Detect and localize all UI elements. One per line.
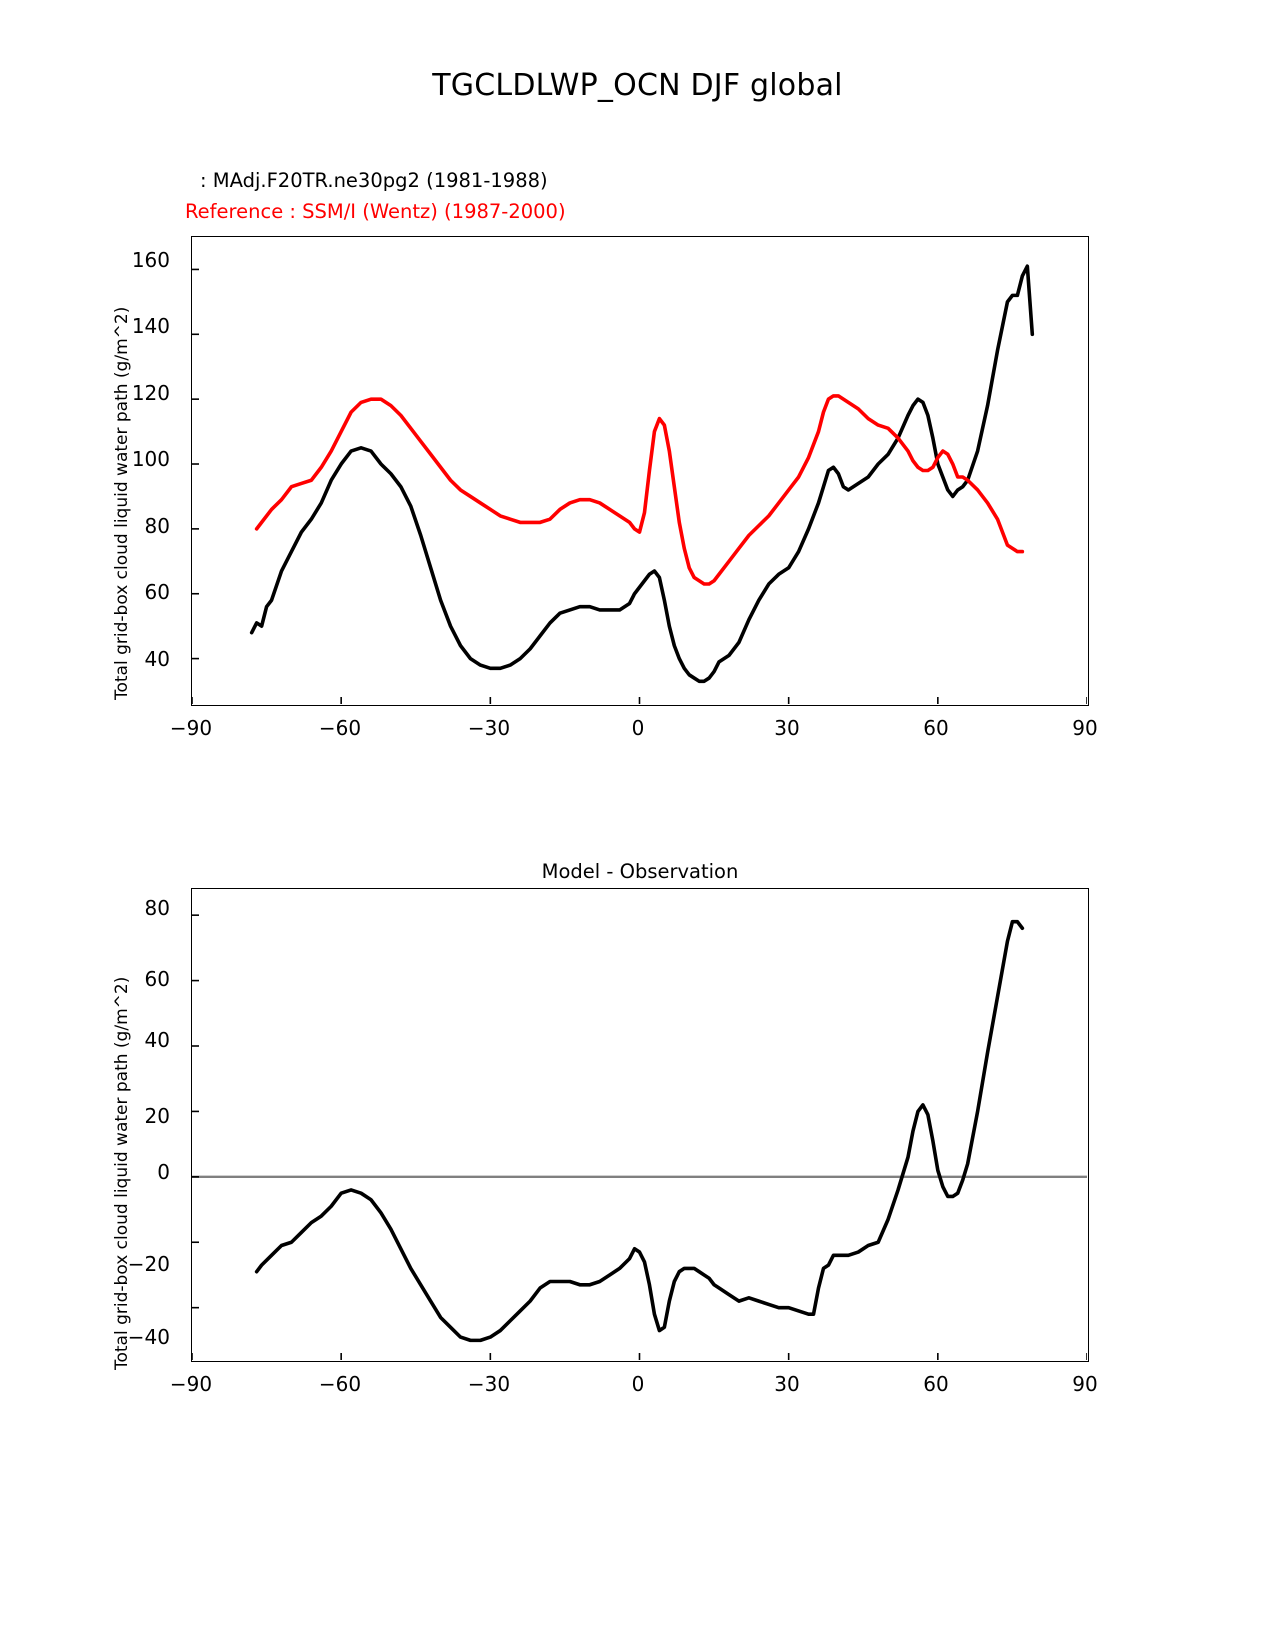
bottom-panel-ytick-label: −20 bbox=[127, 1252, 170, 1276]
top-panel-axes bbox=[191, 236, 1089, 706]
top-panel-ytick-label: 160 bbox=[131, 248, 170, 272]
bottom-panel-ytick-label: −40 bbox=[127, 1325, 170, 1349]
legend bbox=[185, 165, 566, 227]
top-panel-ylabel: Total grid-box cloud liquid water path (g/m^2) bbox=[112, 306, 132, 700]
top-panel-ytick-label: 40 bbox=[144, 647, 170, 671]
top-panel-plot bbox=[192, 237, 1087, 704]
bottom-panel-ytick-label: 80 bbox=[144, 896, 170, 920]
top-panel-xtick-label: 90 bbox=[1072, 716, 1098, 740]
bottom-panel-xtick-label: 30 bbox=[774, 1372, 800, 1396]
top-panel-xtick-label: −30 bbox=[467, 716, 511, 740]
top-panel-ytick-label: 80 bbox=[144, 514, 170, 538]
top-panel-xtick-label: −90 bbox=[169, 716, 213, 740]
page-title: TGCLDLWP_OCN DJF global bbox=[432, 68, 843, 103]
bottom-panel-xtick-label: −30 bbox=[467, 1372, 511, 1396]
top-panel-ytick-label: 140 bbox=[131, 314, 170, 338]
top-panel-xtick-label: −60 bbox=[318, 716, 362, 740]
top-panel-xtick-label: 60 bbox=[923, 716, 949, 740]
bottom-panel-ytick-label: 40 bbox=[144, 1028, 170, 1052]
top-panel-xtick-label: 0 bbox=[631, 716, 645, 740]
bottom-panel-axes bbox=[191, 888, 1089, 1362]
legend-model-label: : MAdj.F20TR.ne30pg2 (1981-1988) bbox=[200, 169, 548, 192]
bottom-panel-ytick-label: 60 bbox=[144, 967, 170, 991]
bottom-panel-xtick-label: 0 bbox=[631, 1372, 645, 1396]
data-line-series-0 bbox=[252, 266, 1033, 681]
bottom-panel-plot bbox=[192, 889, 1087, 1360]
bottom-panel-ylabel: Total grid-box cloud liquid water path (g/m^2) bbox=[112, 976, 132, 1370]
top-panel-ytick-label: 120 bbox=[131, 381, 170, 405]
top-panel-ytick-label: 100 bbox=[131, 447, 170, 471]
bottom-panel-ytick-label: 20 bbox=[144, 1104, 170, 1128]
data-line-series-1 bbox=[257, 396, 1023, 584]
bottom-panel-xtick-label: −90 bbox=[169, 1372, 213, 1396]
bottom-panel-ytick-label: 0 bbox=[157, 1160, 170, 1184]
top-panel-xtick-label: 30 bbox=[774, 716, 800, 740]
legend-reference-label: Reference : SSM/I (Wentz) (1987-2000) bbox=[185, 200, 566, 223]
data-line-series-0 bbox=[257, 922, 1023, 1341]
bottom-panel-xtick-label: −60 bbox=[318, 1372, 362, 1396]
bottom-panel-xtick-label: 90 bbox=[1072, 1372, 1098, 1396]
top-panel-ytick-label: 60 bbox=[144, 580, 170, 604]
bottom-panel-title: Model - Observation bbox=[541, 860, 739, 883]
bottom-panel-xtick-label: 60 bbox=[923, 1372, 949, 1396]
